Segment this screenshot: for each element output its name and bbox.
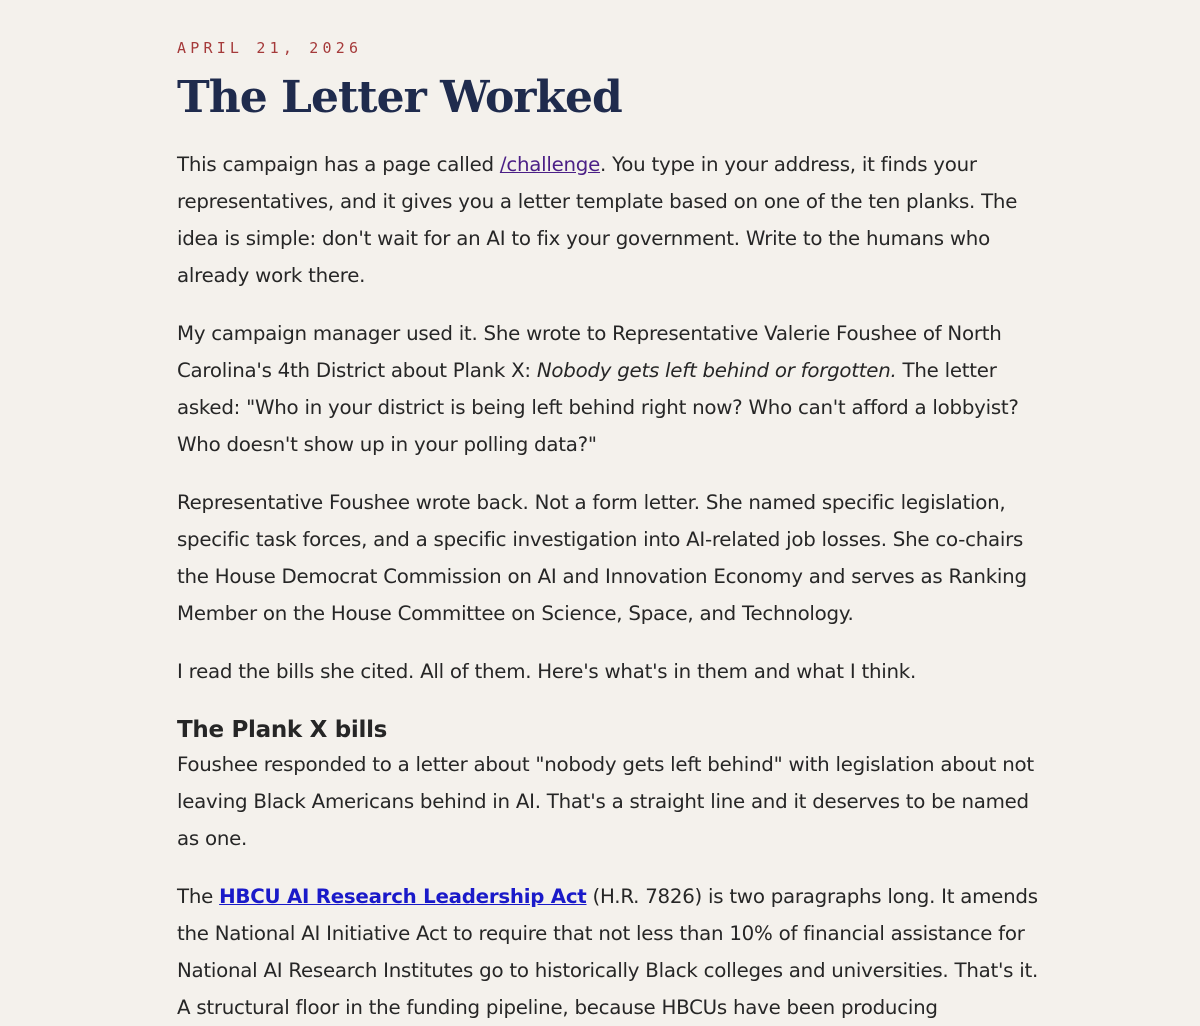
paragraph-read-bills: I read the bills she cited. All of them. Here's what's in them and what I think. bbox=[177, 660, 917, 683]
paragraph-hbcu-act-text-before: The bbox=[177, 885, 220, 908]
hbcu-act-link[interactable]: HBCU AI Research Leadership Act bbox=[219, 885, 587, 908]
post-date: APRIL 21, 2026 bbox=[177, 39, 363, 57]
paragraph-campaign-manager-text-after: The letter asked: "Who in your district is being left behind right now? Who can't afford a lobbyist? Who doesn't show up in your polling data?" bbox=[177, 359, 1019, 456]
plank-x-quote: Nobody gets left behind or forgotten. bbox=[536, 359, 897, 382]
paragraph-straight-line: Foushee responded to a letter about "nobody gets left behind" with legislation about not leaving Black Americans behind in AI. That's a straight line and it deserves to be named as one. bbox=[177, 753, 1034, 850]
post-title: The Letter Worked bbox=[177, 72, 622, 123]
section-heading-plank-x-bills: The Plank X bills bbox=[177, 717, 388, 743]
paragraph-campaign-manager-text-before: My campaign manager used it. She wrote to Representative Valerie Foushee of North Carolina's 4th District about Plank X: bbox=[177, 322, 1002, 382]
paragraph-intro bbox=[177, 146, 1047, 294]
paragraph-campaign-manager bbox=[177, 315, 1047, 463]
paragraph-intro-text-after: . You type in your address, it finds your representatives, and it gives you a letter template based on one of the ten planks. The idea is simple: don't wait for an AI to fix your government. Write to the humans who already work there. bbox=[177, 153, 1018, 287]
paragraph-hbcu-act-text-after: (H.R. 7826) is two paragraphs long. It amends the National AI Initiative Act to require that not less than 10% of financial assistance for National AI Research Institutes go to historically Black colleges and universities. That's it. A structural floor in the funding pipeline, because HBCUs have been producing bbox=[177, 885, 1039, 1019]
paragraph-hbcu-act bbox=[177, 878, 1047, 1026]
challenge-link[interactable]: /challenge bbox=[499, 153, 601, 176]
blog-post bbox=[177, 38, 1047, 1026]
paragraph-foushee-reply: Representative Foushee wrote back. Not a form letter. She named specific legislation, specific task forces, and a specific investigation into AI-related job losses. She co-chairs the House Democrat Commission on AI and Innovation Economy and serves as Ranking Member on the House Committee on Science, Space, and Technology. bbox=[177, 491, 1027, 625]
paragraph-intro-text-before: This campaign has a page called bbox=[177, 153, 500, 176]
